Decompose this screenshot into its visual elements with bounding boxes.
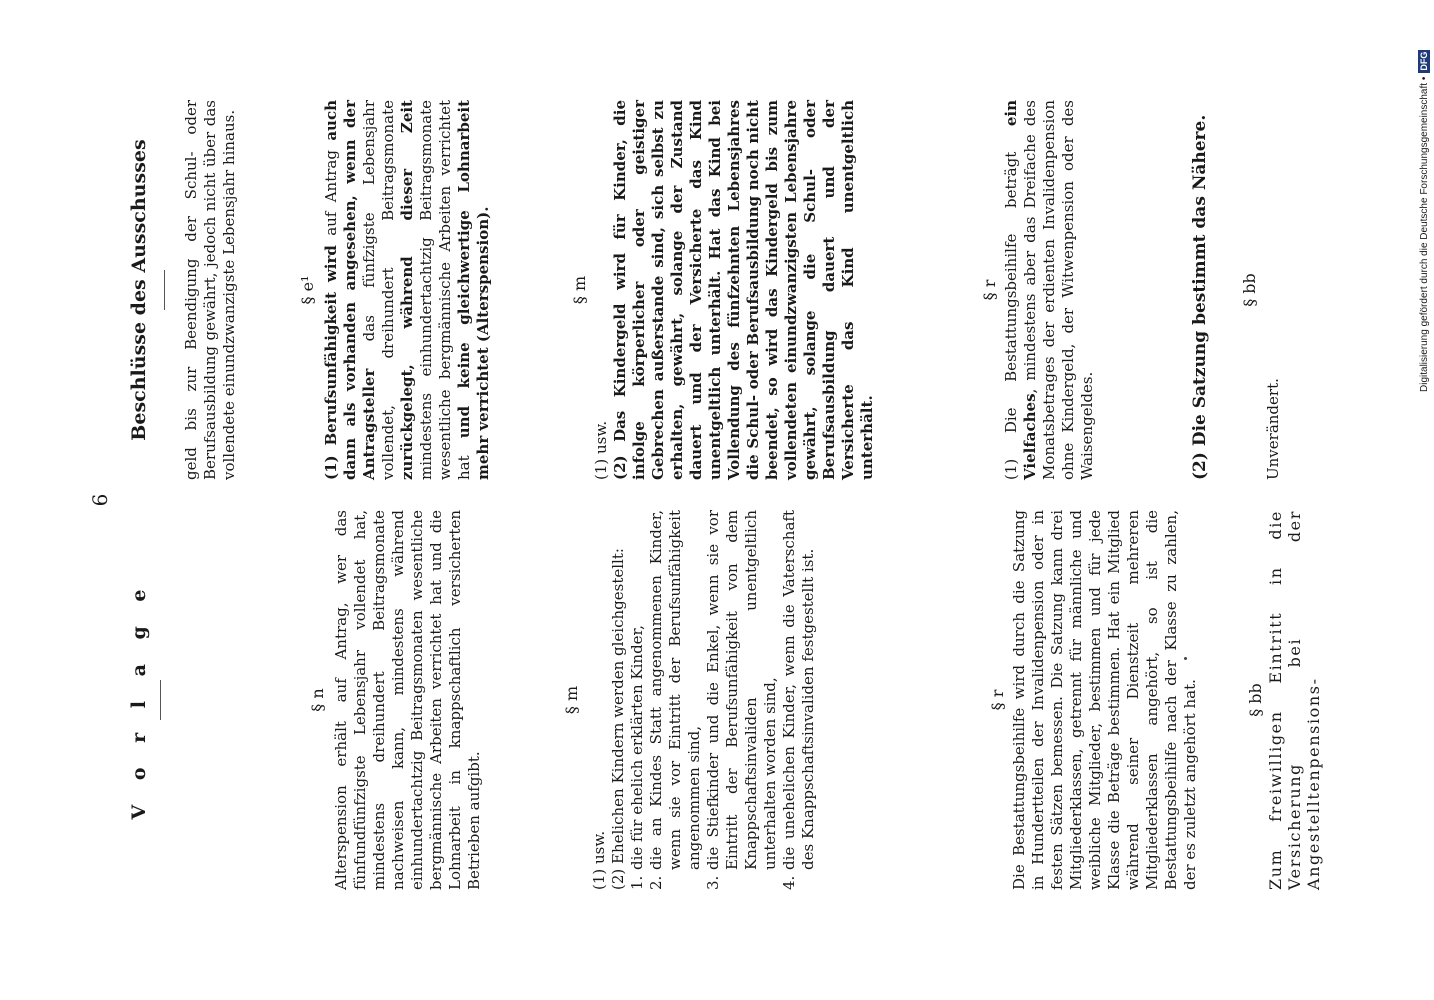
e1-bold-4: und keine gleichwertige Lohnarbeit mehr verrichtet (Alterspension). — [455, 100, 492, 480]
e1-bold-1: (1) Berufsunfähigkeit wird — [322, 245, 340, 480]
left-m-item-text: die an Kindes Statt angenommenen Kinder, wenn sie vor Eintritt der Berufsunfähigkeit angenommen sind, — [647, 510, 703, 870]
page-number: 6 — [88, 493, 112, 507]
left-m-item-text: die Stiefkinder und die Enkel, wenn sie vor Eintritt der Berufsunfähigkeit von dem Knappschaftsinvaliden unentgeltlich unterhalten worden sind, — [704, 510, 779, 870]
left-section-m: § m — [562, 685, 581, 715]
left-section-r-text: Die Bestattungsbeihilfe wird durch die Satzung in Hundertteilen der Invalidenpension oder in festen Sätzen bemessen. Die Satzung kann drei Mitgliederklassen, getrennt für männliche und weibliche Mitglieder, bestimmen und für jede Klasse die Beträge bestimmen. Hat ein Mitglied während seiner Dienstzeit mehreren Mitgliederklassen angehört, so ist die Bestattungsbeihilfe nach der Klasse zu zahlen, der es zuletzt angehört hat. — [1010, 510, 1199, 890]
r-normal-1: (1) Die Bestattungsbeihilfe beträgt — [1002, 126, 1020, 480]
e1-normal-3: mindestens einhundertachtzig Beitragsmonate wesentliche bergmännische Arbeiten verrichtet hat — [417, 100, 473, 480]
e1-bold-3: zurückgelegt, während dieser Zeit — [398, 100, 416, 480]
left-m-item-text: die für ehelich erklärten Kinder, — [628, 625, 646, 870]
left-section-r: § r — [988, 689, 1007, 711]
left-m-list-item — [628, 510, 647, 890]
right-section-m-block — [592, 100, 877, 480]
dfg-logo: DFG — [1419, 51, 1429, 71]
digitization-note-text: Digitalisierung gefördert durch die Deutsche Forschungsgemeinschaft • — [1418, 76, 1430, 392]
left-m-item-number: 1. — [628, 875, 646, 890]
right-m-paragraph-2: (2) Das Kindergeld wird für Kinder, die infolge körperlicher oder geistiger Gebrechen außerstande sind, sich selbst zu erhalten, gewährt, solange der Zustand dauert und der Versicherte das Kind unentgeltlich unterhält. Hat das Kind bei Vollendung des fünfzehnten Lebensjahres die Schul- oder Berufsausbildung noch nicht beendet, so wird das Kindergeld bis zum vollendeten einundzwanzigsten Lebensjahre gewährt, solange die Schul- oder Berufsausbildung dauert und der Versicherte das Kind unentgeltlich unterhält. — [611, 100, 876, 480]
left-heading: V o r l a g e — [128, 580, 150, 820]
right-continuation-text: geld bis zur Beendigung der Schul- oder Berufsausbildung gewährt, jedoch nicht über das vollendete einundzwanzigste Lebensjahr hinaus. — [182, 100, 238, 480]
e1-normal-1: auf Antrag — [322, 140, 340, 246]
left-section-m-block — [590, 510, 818, 890]
right-section-bb-text: Unverändert. — [1264, 378, 1282, 480]
r-bold-1: ein Vielfaches — [1002, 100, 1039, 480]
left-section-bb: § bb — [1246, 683, 1265, 717]
e1-bold-2: auch dann als vorhanden angesehen, wenn der Antragsteller — [322, 100, 378, 480]
left-section-n-text: Alterspension erhält auf Antrag, wer das fünfundfünfzigste Lebensjahr vollendet hat, mindestens dreihundert Beitragsmonate nachweisen kann, mindestens während einhundertachtzig Beitragsmonaten wesentliche bergmännische Arbeiten verrichtet hat und die Lohnarbeit in knappschaftlich versicherten Betrieben aufgibt. — [332, 510, 483, 890]
right-section-r-paragraph-2: (2) Die Satzung bestimmt das Nähere. — [1190, 114, 1210, 480]
right-section-m: § m — [570, 275, 589, 305]
left-m-item-number: 4. — [780, 875, 798, 890]
e1-normal-2: das fünfzigste Lebensjahr vollendet, dreihundert Beitragsmonate — [360, 100, 397, 480]
left-section-n: § n — [308, 688, 327, 712]
right-section-e1-text — [322, 100, 493, 480]
right-heading: Beschlüsse des Ausschusses — [128, 139, 150, 441]
digitization-note — [1412, 0, 1432, 1000]
left-m-item-number: 3. — [704, 875, 722, 890]
right-section-r-text — [1002, 100, 1097, 480]
right-section-e1: § e¹ — [298, 275, 317, 305]
right-section-r: § r — [980, 279, 999, 301]
left-m-list-item — [704, 510, 780, 890]
scan-speck — [1184, 657, 1187, 660]
right-section-bb: § bb — [1240, 273, 1259, 307]
left-m-list-item — [780, 510, 818, 890]
left-section-bb-text: Zum freiwilligen Eintritt in die Versicherung bei der Angestelltenpensions- — [1266, 510, 1323, 890]
left-m-paragraph-2: (2) Ehelichen Kindern werden gleichgestellt: — [609, 548, 627, 890]
left-m-list-item — [647, 510, 704, 890]
r-normal-2: , mindestens aber das Dreifache des Monatsbetrages der erdienten Invalidenpension ohne Kindergeld, der Witwenpension oder des Waisengeldes. — [1021, 100, 1096, 480]
left-m-item-number: 2. — [647, 875, 665, 890]
left-heading-rule — [160, 680, 161, 720]
right-m-paragraph-1: (1) usw. — [592, 420, 610, 480]
left-m-item-text: die unehelichen Kinder, wenn die Vaterschaft des Knappschaftsinvaliden festgestellt ist. — [780, 510, 817, 870]
right-heading-rule — [164, 270, 165, 310]
left-m-paragraph-1: (1) usw. — [590, 830, 608, 890]
